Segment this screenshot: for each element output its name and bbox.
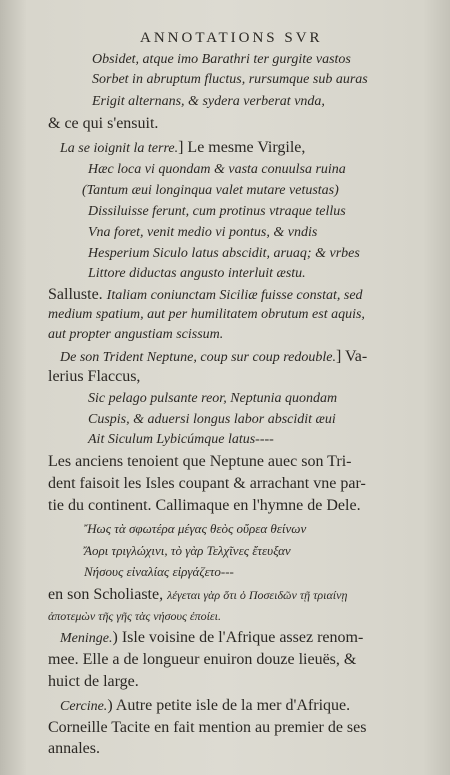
prose-line: annales.: [48, 740, 100, 757]
verse-line: Vna foret, venit medio vi pontus, & vndis: [88, 225, 318, 240]
gloss: ] Va-: [335, 348, 368, 365]
quotation-line: aut propter angustiam scissum.: [48, 327, 224, 342]
annotation-lemma-line: [60, 347, 367, 368]
greek-verse-line: Νήσους εἰναλίας εἰργάζετο---: [84, 564, 234, 579]
prose-line: Corneille Tacite en fait mention au premier de ses: [48, 719, 367, 736]
prose-line: & ce qui s'ensuit.: [48, 115, 159, 132]
prose-line: Les anciens tenoient que Neptune auec son Tri-: [48, 453, 352, 470]
gloss: ) Autre petite isle de la mer d'Afrique.: [107, 697, 351, 714]
gloss: ] Le mesme Virgile,: [178, 139, 306, 156]
annotation-lemma-line: [60, 628, 363, 649]
lemma: La se ioignit la terre.: [60, 141, 179, 156]
prose-line: lerius Flaccus,: [48, 368, 141, 385]
annotation-lemma-line: [60, 696, 350, 717]
verse-line: Littore diductas angusto interluit æstu.: [88, 266, 306, 281]
verse-line: Hæc loca vi quondam & vasta conuulsa ruina: [88, 162, 346, 177]
verse-line: Obsidet, atque imo Barathri ter gurgite vastos: [92, 52, 351, 67]
prose-text: en son Scholiaste,: [48, 586, 168, 603]
greek-quotation-line: ἀποτεμὼν τῆς γῆς τὰς νήσους ἐποίει.: [48, 609, 221, 623]
verse-line: Hesperium Siculo latus abscidit, aruaq; & vrbes: [88, 246, 360, 261]
verse-line: Sic pelago pulsante reor, Neptunia quondam: [88, 391, 338, 406]
verse-line: Cuspis, & aduersi longus labor abscidit æui: [88, 412, 336, 427]
running-header: ANNOTATIONS SVR: [140, 30, 323, 46]
gloss: ) Isle voisine de l'Afrique assez renom-: [112, 629, 364, 646]
annotation-lemma-line: [60, 138, 305, 159]
quotation: Italiam coniunctam Siciliæ fuisse constat, sed: [106, 288, 363, 303]
verse-line: Erigit alternans, & sydera verberat vnda,: [92, 94, 325, 109]
quotation-line: medium spatium, aut per humilitatem obrutum est aquis,: [48, 307, 365, 322]
author-name: Salluste.: [48, 286, 107, 303]
greek-verse-line: Ἤως τὰ σφωτέρα μέγας θεὸς οὔρεα θείνων: [84, 521, 307, 536]
prose-line: mee. Elle a de longueur enuiron douze lieuës, &: [48, 651, 357, 668]
lemma: Meninge.: [60, 631, 113, 646]
verse-line: Dissiluisse ferunt, cum protinus vtraque tellus: [88, 204, 346, 219]
prose-line: [48, 585, 347, 605]
prose-line: [48, 285, 363, 306]
greek-quotation: λέγεται γὰρ ὅτι ὁ Ποσειδῶν τῇ τριαίνῃ: [167, 588, 348, 602]
prose-line: tie du continent. Callimaque en l'hymne de Dele.: [48, 497, 361, 514]
verse-line: Sorbet in abruptum fluctus, rursumque sub auras: [92, 72, 368, 87]
verse-line: Ait Siculum Lybicúmque latus----: [88, 432, 274, 447]
verse-line: (Tantum æui longinqua valet mutare vetustas): [82, 183, 339, 198]
lemma: De son Trident Neptune, coup sur coup redouble.: [60, 350, 336, 365]
prose-line: huict de large.: [48, 673, 139, 690]
greek-verse-line: Ἄορι τριγλώχινι, τὸ γὰρ Τελχῖνες ἔτευξαν: [84, 543, 291, 558]
prose-line: dent faisoit les Isles coupant & arrachant vne par-: [48, 475, 366, 492]
lemma: Cercine.: [60, 699, 108, 714]
